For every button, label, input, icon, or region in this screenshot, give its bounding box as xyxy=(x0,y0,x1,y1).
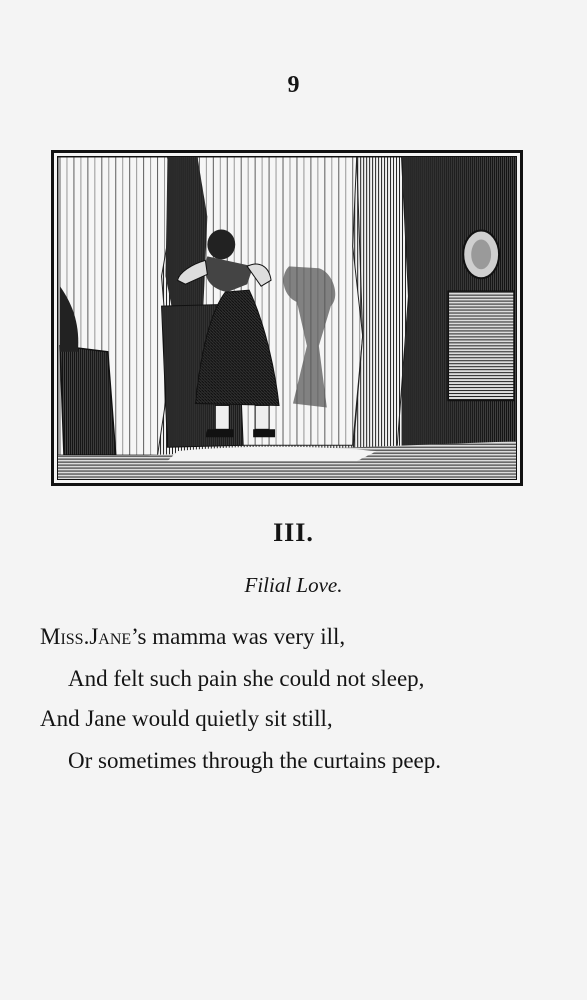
engraving-image xyxy=(57,156,517,480)
section-number: III. xyxy=(273,518,314,547)
name-jane: Jane xyxy=(89,624,132,649)
page-number: 9 xyxy=(287,72,300,98)
name-suffix: ’s xyxy=(131,624,147,649)
verse-line-1 xyxy=(40,624,345,650)
verse-line-4: Or sometimes through the curtains peep. xyxy=(68,748,442,773)
name-prefix: Miss xyxy=(40,624,84,649)
verse-line-3: And Jane would quietly sit still, xyxy=(40,706,333,731)
engraving-illustration xyxy=(51,150,523,486)
name-separator: . xyxy=(83,624,90,649)
verse-line-2: And felt such pain she could not sleep, xyxy=(68,666,425,691)
poem-title: Filial Love. xyxy=(244,573,343,597)
verse-line-1-rest: mamma was very ill, xyxy=(146,624,346,649)
